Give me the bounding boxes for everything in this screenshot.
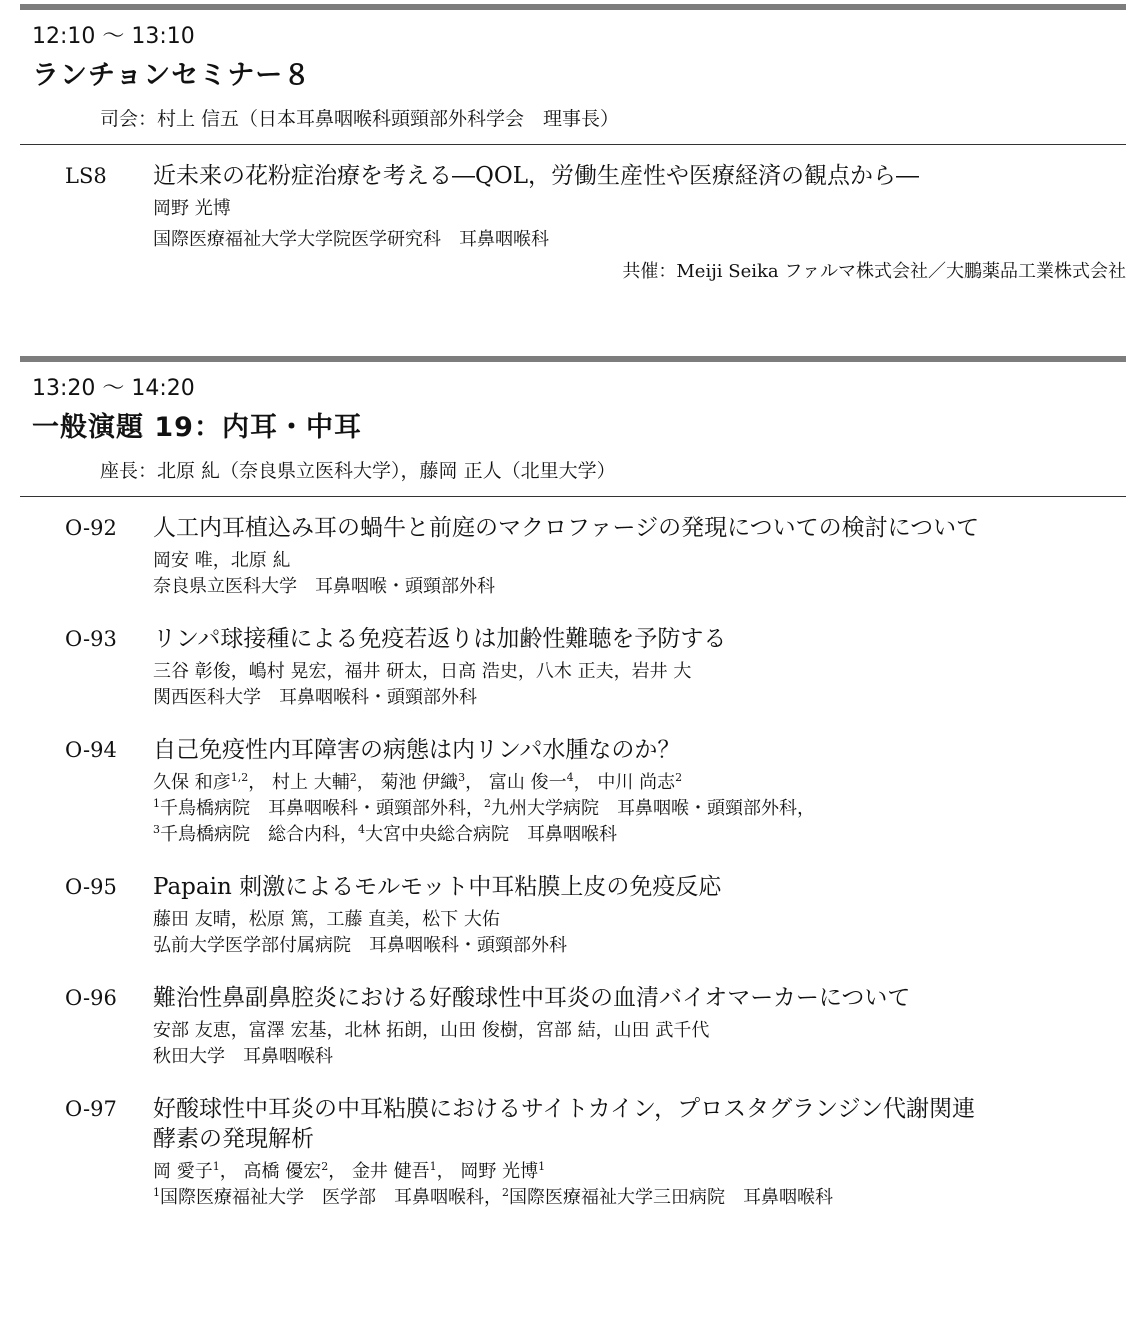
session-time: 13:20 〜 14:20 (32, 376, 195, 401)
author-affiliation-ref: 1 (212, 1160, 220, 1173)
talk-affiliation-line (153, 1185, 1126, 1211)
talk-id: O-93 (65, 627, 117, 651)
talk-title: Papain 刺激によるモルモット中耳粘膜上皮の免疫反応 (153, 874, 722, 900)
author-affiliation-ref: 1 (538, 1160, 546, 1173)
divider (20, 496, 1126, 497)
talk-affiliation: 国際医療福祉大学大学院医学研究科 耳鼻咽喉科 (153, 229, 549, 250)
author-name: 菊池 伊織 (380, 772, 459, 793)
affiliation-ref: 4 (358, 823, 365, 836)
author-affiliation-ref: 4 (566, 771, 574, 784)
author-separator: ， (219, 1161, 238, 1182)
session-luncheon-seminar (20, 4, 1126, 285)
sponsor-note: 共催：Meiji Seika ファルマ株式会社／大鵬薬品工業株式会社 (622, 261, 1126, 282)
author-separator: ， (436, 1161, 455, 1182)
author-name: 久保 和彦 (153, 772, 231, 793)
affiliation-ref: 1 (153, 1186, 160, 1199)
talk-authors (153, 769, 1126, 796)
talk-item (20, 624, 1126, 711)
author-name: 中川 尚志 (597, 772, 676, 793)
talk-title: リンパ球接種による免疫若返りは加齢性難聴を予防する (153, 626, 727, 652)
talk-id: O-92 (65, 516, 117, 540)
session-general-presentations (20, 356, 1126, 1211)
session-top-bar (20, 4, 1126, 10)
author-name: 富山 俊一 (488, 772, 567, 793)
session-top-bar (20, 356, 1126, 362)
affiliation-text: 国際医療福祉大学三田病院 耳鼻咽喉科 (509, 1187, 833, 1208)
author-affiliation-ref: 1 (429, 1160, 437, 1173)
author-separator: ， (573, 772, 592, 793)
talk-item (20, 161, 1126, 253)
affiliation-ref: 2 (484, 797, 491, 810)
author-separator: ， (356, 772, 375, 793)
talk-item (20, 513, 1126, 600)
talk-authors: 岡安 唯，北原 糺 (153, 550, 291, 571)
author-affiliation-ref: 2 (349, 771, 357, 784)
session-title: 一般演題 19：内耳・中耳 (32, 412, 362, 443)
affiliation-ref: 1 (153, 797, 160, 810)
affiliation-text: 千鳥橋病院 総合内科， (160, 824, 358, 845)
talk-id: O-94 (65, 738, 117, 762)
talk-title: 人工内耳植込み耳の蝸牛と前庭のマクロファージの発現についての検討について (153, 515, 980, 541)
talk-title: 近未来の花粉症治療を考える―QOL，労働生産性や医療経済の観点から― (153, 163, 919, 189)
author-name: 金井 健吾 (351, 1161, 430, 1182)
affiliation-text: 九州大学病院 耳鼻咽喉・頭頸部外科， (491, 798, 815, 819)
talk-affiliation: 弘前大学医学部付属病院 耳鼻咽喉科・頭頸部外科 (153, 935, 567, 956)
talk-affiliation: 奈良県立医科大学 耳鼻咽喉・頭頸部外科 (153, 576, 495, 597)
talk-authors: 岡野 光博 (153, 198, 231, 219)
author-separator: ， (465, 772, 484, 793)
affiliation-text: 千鳥橋病院 耳鼻咽喉科・頭頸部外科， (160, 798, 484, 819)
talk-title-line: 好酸球性中耳炎の中耳粘膜におけるサイトカイン，プロスタグランジン代謝関連 (153, 1096, 976, 1122)
talk-authors (153, 1158, 1126, 1185)
talk-authors: 三谷 彰俊，嶋村 晃宏，福井 研太，日高 浩史，八木 正夫，岩井 大 (153, 661, 692, 682)
session-chair: 座長：北原 糺（奈良県立医科大学），藤岡 正人（北里大学） (100, 460, 616, 482)
talk-id: O-95 (65, 875, 117, 899)
talk-affiliation: 関西医科大学 耳鼻咽喉科・頭頸部外科 (153, 687, 477, 708)
talk-authors: 安部 友恵，富澤 宏基，北林 拓朗，山田 俊樹，宮部 結，山田 武千代 (153, 1020, 710, 1041)
talk-title-line: 酵素の発現解析 (153, 1126, 314, 1152)
author-name: 高橋 優宏 (243, 1161, 322, 1182)
author-affiliation-ref: 2 (675, 771, 683, 784)
affiliation-ref: 3 (153, 823, 160, 836)
session-time: 12:10 〜 13:10 (32, 24, 195, 49)
talk-affiliation-line (153, 796, 1126, 822)
talk-item (20, 735, 1126, 848)
author-affiliation-ref: 3 (458, 771, 466, 784)
talk-id: LS8 (65, 164, 107, 188)
talk-item (20, 872, 1126, 959)
author-separator: ， (248, 772, 267, 793)
talk-affiliation: 秋田大学 耳鼻咽喉科 (153, 1046, 333, 1067)
talk-item (20, 1094, 1126, 1211)
author-name: 村上 大輔 (271, 772, 350, 793)
affiliation-text: 国際医療福祉大学 医学部 耳鼻咽喉科， (160, 1187, 502, 1208)
talk-id: O-97 (65, 1097, 117, 1121)
divider (20, 144, 1126, 145)
author-affiliation-ref: 1,2 (230, 771, 249, 784)
affiliation-text: 大宮中央総合病院 耳鼻咽喉科 (365, 824, 617, 845)
session-chair: 司会：村上 信五（日本耳鼻咽喉科頭頸部外科学会 理事長） (100, 108, 620, 130)
affiliation-ref: 2 (502, 1186, 509, 1199)
author-name: 岡野 光博 (460, 1161, 539, 1182)
author-affiliation-ref: 2 (321, 1160, 329, 1173)
talk-id: O-96 (65, 986, 117, 1010)
talk-title: 自己免疫性内耳障害の病態は内リンパ水腫なのか？ (153, 737, 681, 763)
session-title: ランチョンセミナー８ (32, 60, 312, 91)
talk-affiliation-line (153, 822, 1126, 848)
talk-item (20, 983, 1126, 1070)
talk-title: 難治性鼻副鼻腔炎における好酸球性中耳炎の血清バイオマーカーについて (153, 985, 911, 1011)
author-name: 岡 愛子 (153, 1161, 213, 1182)
talk-authors: 藤田 友晴，松原 篤，工藤 直美，松下 大佑 (153, 909, 500, 930)
author-separator: ， (328, 1161, 347, 1182)
